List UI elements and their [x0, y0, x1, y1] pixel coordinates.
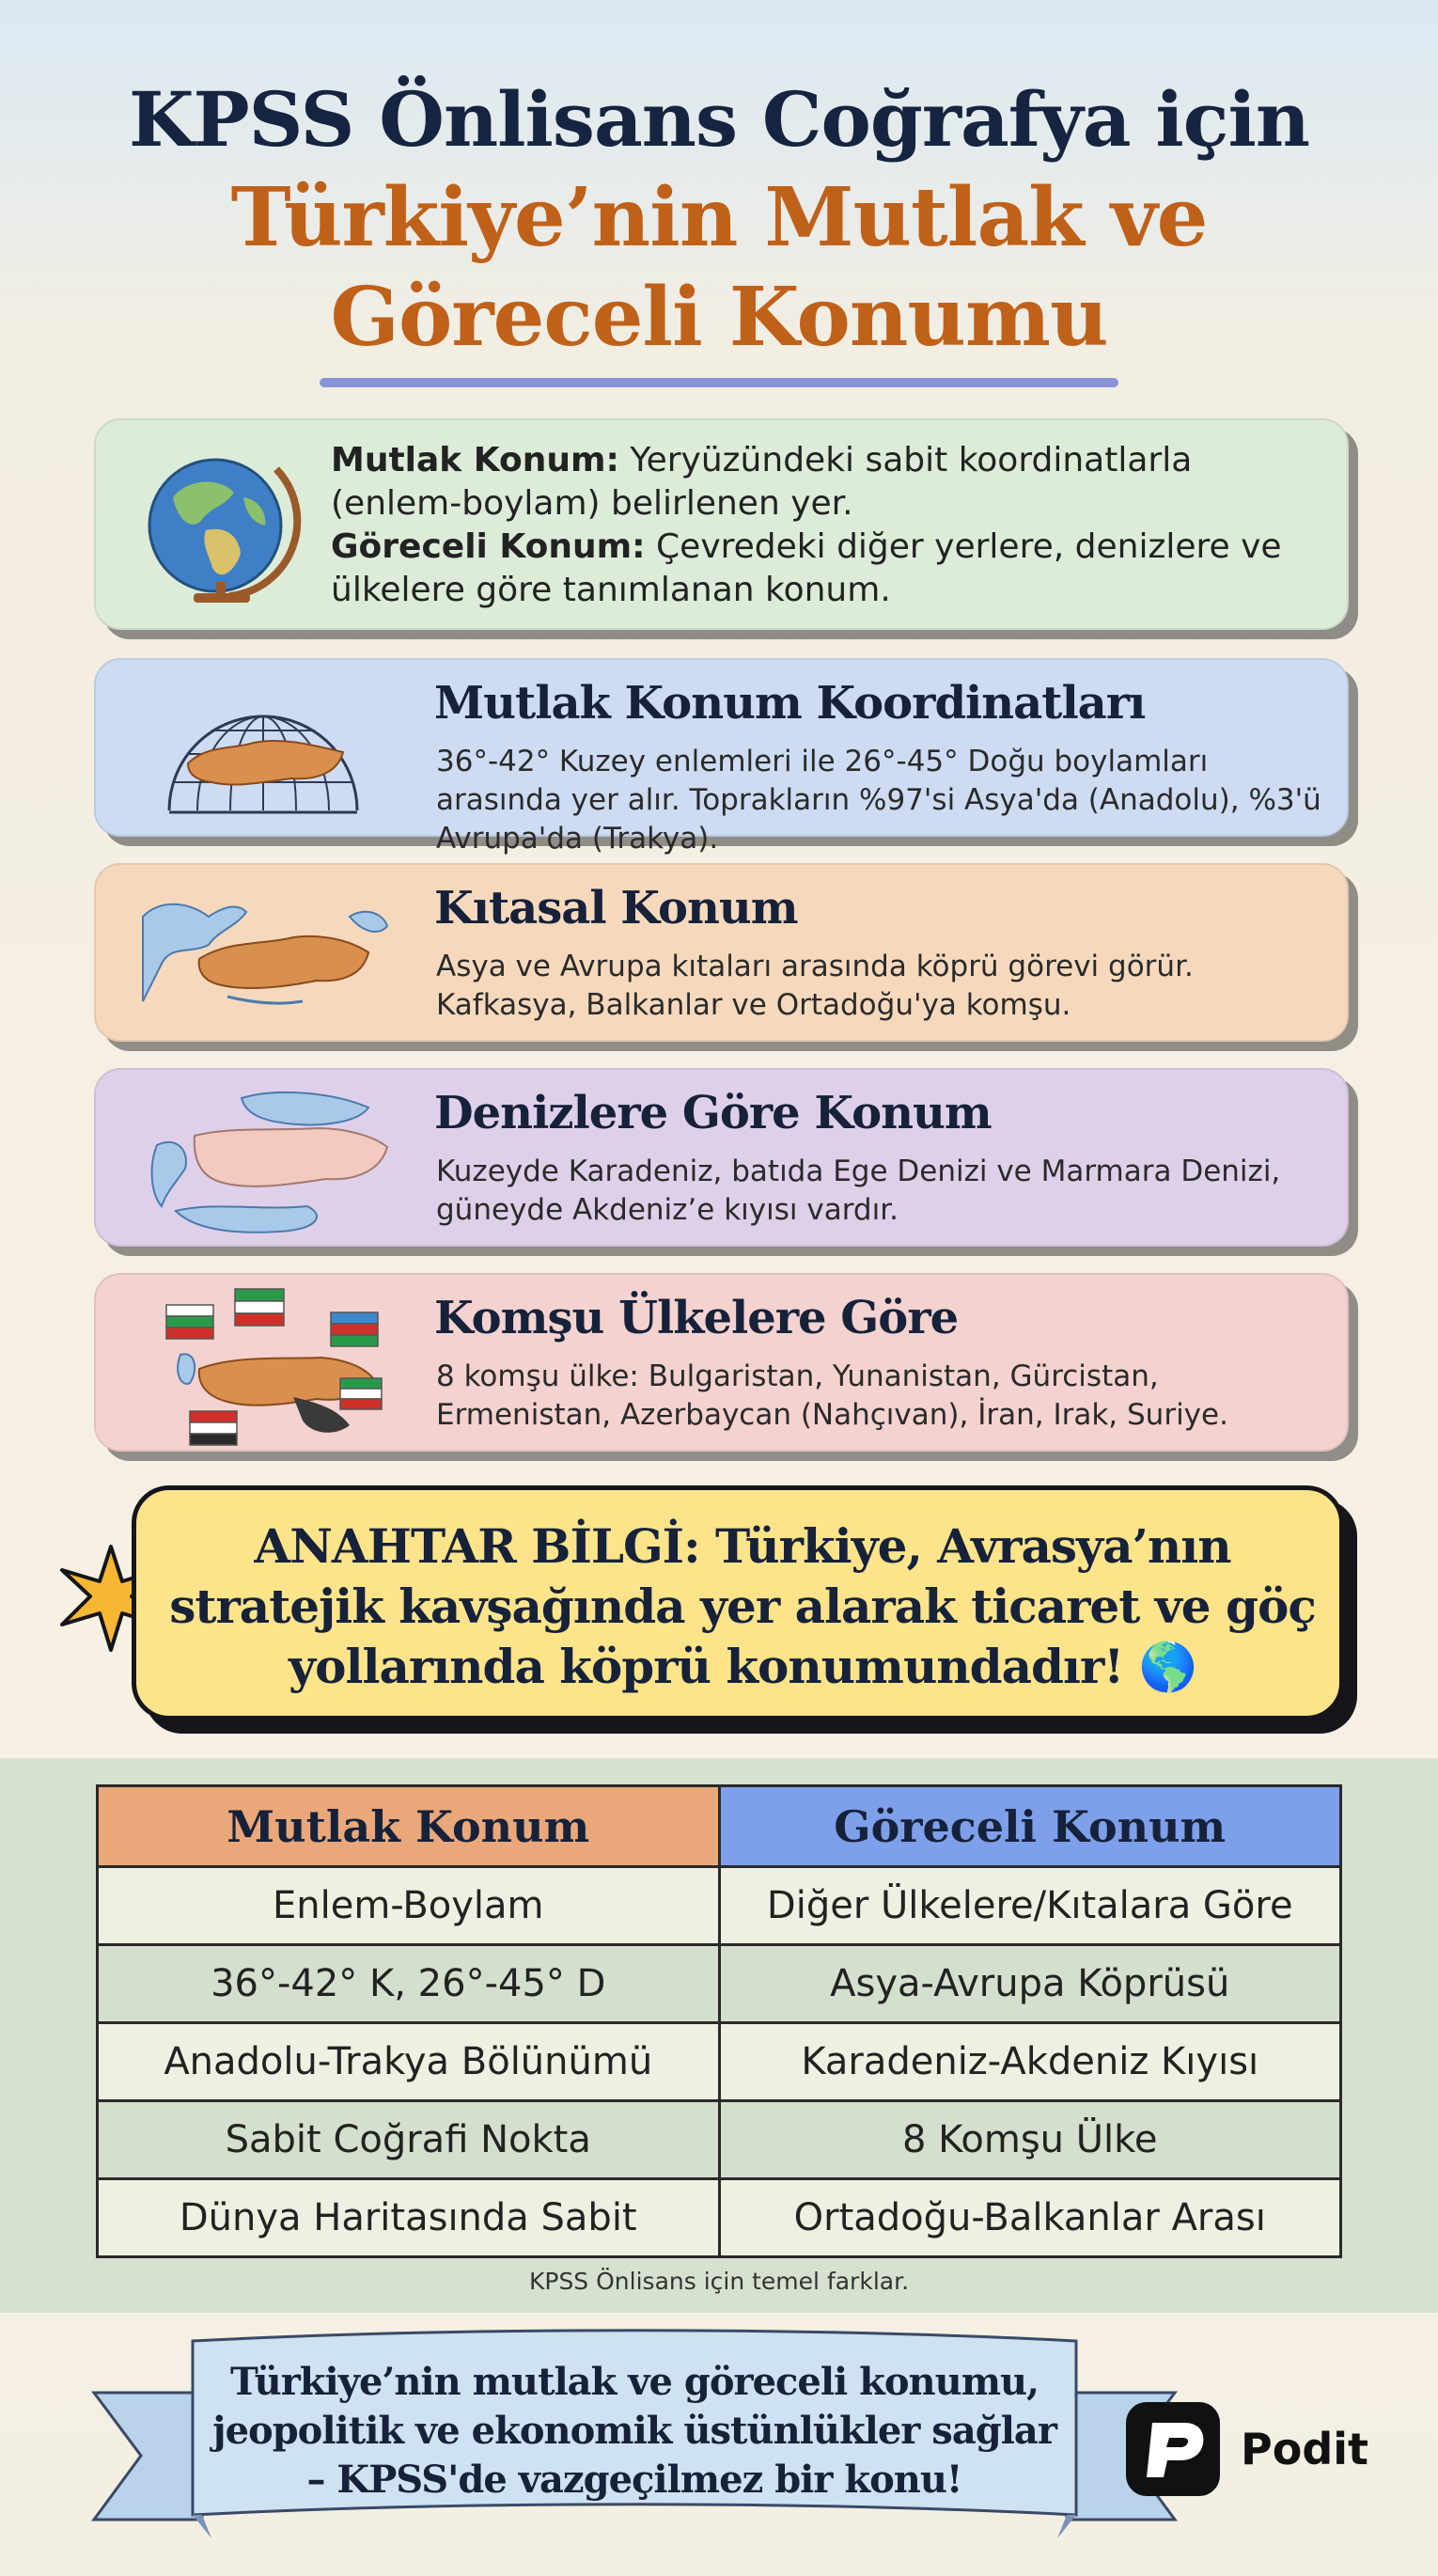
card-title-coordinates: Mutlak Konum Koordinatları — [434, 677, 1146, 730]
table-cell: Dünya Haritasında Sabit — [98, 2179, 720, 2257]
card-body-seas: Kuzeyde Karadeniz, batıda Ege Denizi ve Marmara Denizi, güneyde Akdeniz’e kıyısı vardır. — [436, 1154, 1281, 1227]
card-title-seas: Denizlere Göre Konum — [434, 1087, 992, 1139]
podit-logo-icon — [1126, 2402, 1220, 2496]
title-line-3: Göreceli Konumu — [330, 270, 1108, 365]
header-mutlak: Mutlak Konum — [98, 1786, 720, 1867]
azerbaijan-flag-icon — [331, 1312, 378, 1346]
table-cell: Sabit Coğrafi Nokta — [98, 2101, 720, 2179]
page-title — [0, 71, 1438, 368]
grid-globe-map-icon — [160, 669, 367, 829]
iran-flag-icon — [235, 1289, 284, 1326]
card-body-coordinates: 36°-42° Kuzey enlemleri ile 26°-45° Doğu boylamları arasında yer alır. Toprakların %97'si Asya'da (Anadolu), %3'ü Avrupa'da (Trakya). — [436, 745, 1321, 856]
table-cell: Karadeniz-Akdeniz Kıyısı — [719, 2023, 1341, 2101]
seas-map-icon — [138, 1079, 401, 1239]
table-cell: Enlem-Boylam — [98, 1867, 720, 1945]
table-row — [98, 2101, 1341, 2179]
table-row — [98, 2179, 1341, 2257]
definitions-card — [94, 418, 1349, 630]
continent-map-icon — [133, 879, 397, 1029]
key-info-text: ANAHTAR BİLGİ: Türkiye, Avrasya’nın stratejik kavşağında yer alarak ticaret ve göç yollarında köprü konumundadır! 🌎 — [169, 1518, 1316, 1694]
mutlak-konum-label: Mutlak Konum: — [331, 441, 619, 479]
card-title-continental: Kıtasal Konum — [434, 882, 798, 935]
table-row — [98, 2023, 1341, 2101]
neighbor-flags-map-icon — [162, 1284, 397, 1449]
table-cell: 36°-42° K, 26°-45° D — [98, 1945, 720, 2023]
card-body-neighbors: 8 komşu ülke: Bulgaristan, Yunanistan, Gürcistan, Ermenistan, Azerbaycan (Nahçıvan), İran, Irak, Suriye. — [436, 1359, 1228, 1432]
brand-name: Podit — [1241, 2424, 1369, 2474]
table-cell: Diğer Ülkelere/Kıtalara Göre — [719, 1867, 1341, 1945]
mutlak-konum-definition: Yeryüzündeki sabit koordinatlarla (enlem-boylam) belirlenen yer. — [331, 441, 1193, 523]
key-info-box — [132, 1485, 1344, 1720]
definitions-text — [331, 439, 1327, 612]
globe-icon — [135, 441, 305, 615]
neighbors-card — [94, 1273, 1349, 1452]
syria-flag-icon — [340, 1378, 382, 1409]
table-row — [98, 1867, 1341, 1945]
title-underline — [320, 378, 1118, 387]
footer-banner-text: Türkiye’nin mutlak ve göreceli konumu, jeopolitik ve ekonomik üstünlükler sağlar – KPSS'de vazgeçilmez bir konu! — [212, 2360, 1056, 2502]
goreceli-konum-definition: Çevredeki diğer yerlere, denizlere ve ülkelere göre tanımlanan konum. — [331, 527, 1282, 609]
header-goreceli: Göreceli Konum — [719, 1786, 1341, 1867]
comparison-table — [96, 1784, 1342, 2258]
continental-card — [94, 863, 1349, 1042]
card-body-continental: Asya ve Avrupa kıtaları arasında köprü görevi görür. Kafkasya, Balkanlar ve Ortadoğu'ya komşu. — [436, 950, 1194, 1022]
table-caption: KPSS Önlisans için temel farklar. — [528, 2268, 910, 2295]
table-cell: 8 Komşu Ülke — [719, 2101, 1341, 2179]
coordinates-card — [94, 658, 1349, 856]
goreceli-konum-label: Göreceli Konum: — [331, 527, 646, 566]
card-title-neighbors: Komşu Ülkelere Göre — [434, 1292, 959, 1344]
table-row — [98, 1945, 1341, 2023]
table-header-row — [98, 1786, 1341, 1867]
title-line-2: Türkiye’nin Mutlak ve — [230, 170, 1208, 265]
seas-card — [94, 1068, 1349, 1247]
table-cell: Asya-Avrupa Köprüsü — [719, 1945, 1341, 2023]
iraq-flag-icon — [190, 1411, 237, 1445]
title-line-1: KPSS Önlisans Coğrafya için — [128, 75, 1310, 164]
table-cell: Ortadoğu-Balkanlar Arası — [719, 2179, 1341, 2257]
table-cell: Anadolu-Trakya Bölünümü — [98, 2023, 720, 2101]
bulgaria-flag-icon — [166, 1305, 213, 1339]
